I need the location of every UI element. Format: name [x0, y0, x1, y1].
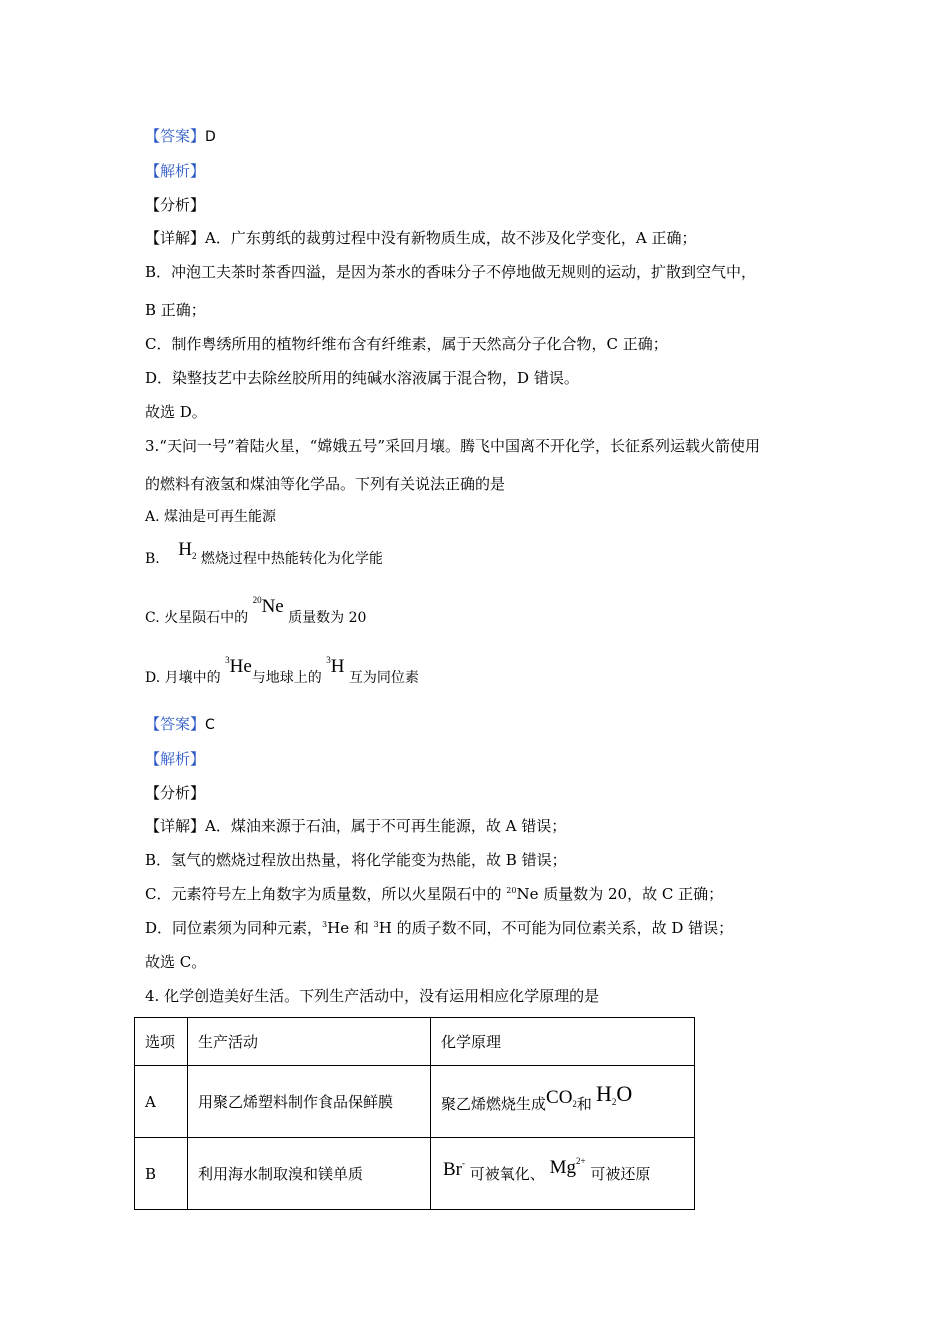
row-option: B	[135, 1138, 188, 1210]
header-option: 选项	[135, 1018, 188, 1066]
q2-jiexi-tag: 【解析】	[145, 162, 206, 180]
row-principle: Br- 可被氧化、 $Mg^{2+}$ 可被还原	[431, 1138, 695, 1210]
q2-detail-b-line1: B．冲泡工夫茶时茶香四溢，是因为茶水的香味分子不停地做无规则的运动，扩散到空气中，	[145, 263, 757, 281]
option-text: 质量数为 20	[288, 610, 367, 626]
q3-conclusion: 故选 C。	[145, 953, 207, 971]
q3-detail-a	[145, 816, 566, 836]
ne-isotope: $^{20}$Ne	[252, 595, 284, 617]
h3-isotope: $^3$H	[326, 655, 345, 677]
bromide-ion: Br-	[443, 1157, 465, 1180]
q3-fenxi-tag: 【分析】	[145, 784, 206, 802]
q3-option-d	[145, 655, 419, 689]
row-activity: 利用海水制取溴和镁单质	[188, 1138, 431, 1210]
mass-number: 3	[322, 920, 328, 929]
q4-table	[134, 1017, 695, 1210]
q2-detail-d: D．染整技艺中去除丝胶所用的纯碱水溶液属于混合物，D 错误。	[145, 369, 579, 387]
magnesium-ion: $Mg^{2+}$	[549, 1155, 586, 1178]
q3-stem-line1: 3.“天问一号”着陆火星，“嫦娥五号”采回月壤。腾飞中国离不开化学，长征系列运载火箭使用	[145, 437, 760, 455]
q3-detail-c: C．元素符号左上角数字为质量数，所以火星陨石中的 $^{20}$Ne 质量数为 20，故 C 正确；	[145, 885, 724, 903]
option-mid: 与地球上的	[251, 670, 322, 686]
detail-text: A．广东剪纸的裁剪过程中没有新物质生成，故不涉及化学变化，A 正确；	[205, 229, 697, 247]
mass-number: 20	[506, 886, 517, 895]
answer-tag: 【答案】	[145, 127, 206, 145]
q3-stem-line2: 的燃料有液氢和煤油等化学品。下列有关说法正确的是	[145, 475, 506, 493]
detail-text: A．煤油来源于石油，属于不可再生能源，故 A 错误；	[205, 817, 567, 835]
q2-answer-line	[145, 126, 216, 147]
q2-fenxi-tag: 【分析】	[145, 196, 206, 214]
q3-detail-d: D．同位素须为同种元素，$^3$He 和 $^3$H 的质子数不同，不可能为同位素关系，故 D 错误；	[145, 919, 734, 937]
header-principle: 化学原理	[431, 1018, 695, 1066]
q2-detail-b-line2: B 正确；	[145, 301, 206, 319]
header-activity: 生产活动	[188, 1018, 431, 1066]
q4-stem: 4. 化学创造美好生活。下列生产活动中，没有运用相应化学原理的是	[145, 987, 600, 1005]
table-row	[135, 1138, 695, 1210]
q3-jiexi-tag: 【解析】	[145, 750, 206, 768]
he3-isotope: $^3$He	[225, 655, 252, 677]
q2-detail-c: C．制作粤绣所用的植物纤维布含有纤维素，属于天然高分子化合物，C 正确；	[145, 335, 668, 353]
q3-option-c	[145, 595, 367, 629]
q2-conclusion: 故选 D。	[145, 403, 207, 421]
q3-option-a: A. 煤油是可再生能源	[145, 509, 277, 525]
option-label: C. 火星陨石中的	[145, 610, 249, 626]
h2o-formula: H2O	[595, 1080, 633, 1107]
h2-formula: $H_2$	[178, 539, 197, 561]
table-header-row	[135, 1018, 695, 1066]
q3-detail-b: B．氢气的燃烧过程放出热量，将化学能变为热能，故 B 错误；	[145, 851, 567, 869]
option-label: D. 月壤中的	[145, 670, 221, 686]
co2-formula: $CO_2$	[546, 1086, 577, 1109]
q3-answer-line	[145, 714, 215, 735]
q2-detail-a	[145, 228, 696, 248]
detail-tag: 【详解】	[145, 817, 206, 835]
table-row	[135, 1066, 695, 1138]
q3-option-b	[145, 539, 383, 570]
detail-tag: 【详解】	[145, 229, 206, 247]
row-principle: 聚乙烯燃烧生成$CO_2$和 H2O	[431, 1066, 695, 1138]
mass-number: 3	[373, 920, 379, 929]
option-text: 燃烧过程中热能转化为化学能	[200, 551, 383, 567]
answer-value: D	[205, 129, 216, 145]
option-label: B.	[145, 551, 160, 567]
answer-value: C	[205, 717, 215, 733]
row-option: A	[135, 1066, 188, 1138]
row-activity: 用聚乙烯塑料制作食品保鲜膜	[188, 1066, 431, 1138]
option-text: 互为同位素	[348, 670, 419, 686]
answer-tag: 【答案】	[145, 715, 206, 733]
